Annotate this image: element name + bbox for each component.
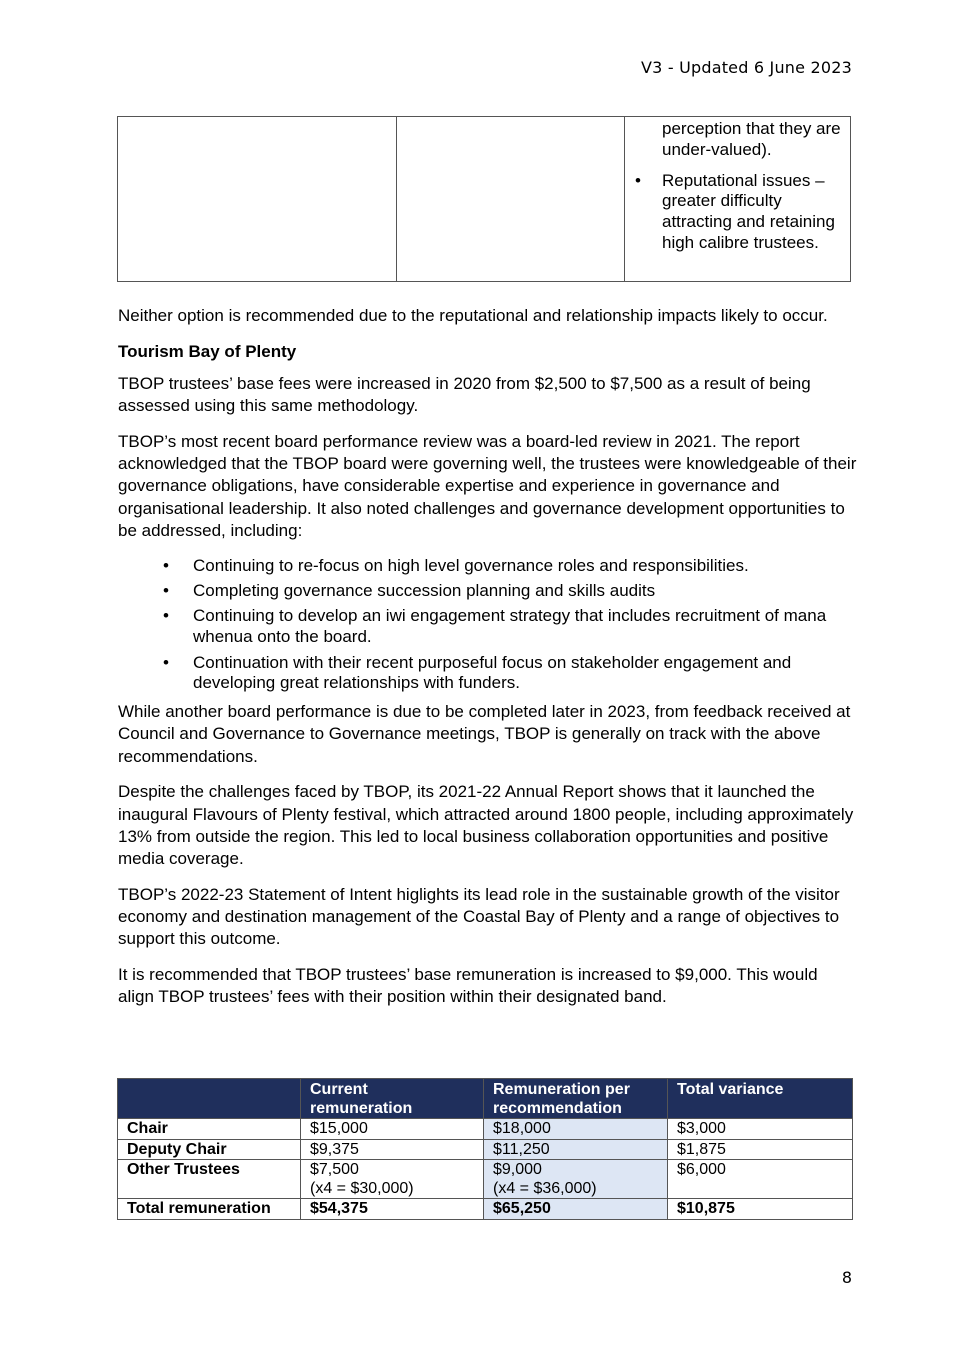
paragraph: Neither option is recommended due to the reputational and relationship impacts likely to occur.	[118, 306, 828, 325]
variance-value: $3,000	[668, 1119, 853, 1140]
list-item-text: Continuing to re-focus on high level governance roles and responsibilities.	[193, 555, 749, 575]
list-item-text: Reputational issues – greater difficulty attracting and retaining high calibre trustees.	[662, 170, 835, 252]
column-header: Current remuneration	[301, 1079, 484, 1119]
continued-bullet-text: perception that they are under-valued).	[662, 119, 841, 159]
current-value	[301, 1160, 484, 1199]
cell-value: $18,000	[493, 1120, 551, 1137]
bullet-icon: •	[163, 555, 169, 575]
list-item	[163, 653, 858, 695]
list-item-text: Completing governance succession planning and skills audits	[193, 581, 656, 600]
current-value	[301, 1139, 484, 1160]
cell-value: $9,375	[310, 1140, 359, 1158]
paragraph: It is recommended that TBOP trustees’ base remuneration is increased to $9,000. This would align TBOP trustees’ fees with their position within their designated band.	[118, 964, 818, 1007]
document-body	[118, 305, 858, 1022]
variance-value: $6,000	[668, 1160, 853, 1199]
section-heading: Tourism Bay of Plenty	[118, 341, 297, 361]
variance-value: $1,875	[668, 1139, 853, 1160]
table-row	[118, 1119, 853, 1140]
row-label: Total remuneration	[118, 1199, 301, 1220]
cell-value: $9,000	[493, 1161, 542, 1178]
document-version-header: V3 - Updated 6 June 2023	[641, 58, 852, 77]
recommended-value	[484, 1119, 668, 1140]
table-cell-empty	[118, 117, 397, 282]
current-value	[301, 1119, 484, 1140]
table-row	[118, 1160, 853, 1199]
bullet-icon: •	[163, 581, 169, 600]
bullet-icon: •	[163, 652, 169, 672]
cell-value: $54,375	[310, 1200, 368, 1217]
paragraph: While another board performance is due to be completed later in 2023, from feedback received at Council and Governance to Governance meetings, TBOP is generally on track with the above recommendations.	[118, 702, 851, 766]
cell-value: $7,500	[310, 1161, 359, 1178]
options-table-continued	[117, 116, 851, 282]
row-label: Chair	[118, 1119, 301, 1140]
variance-value: $10,875	[668, 1199, 853, 1220]
paragraph: TBOP’s most recent board performance review was a board-led review in 2021. The report acknowledged that the TBOP board were governing well, the trustees were knowledgeable of their governance obligations, have considerable expertise and experience in governance and organisational leadership. It also noted challenges and governance development opportunities to be addressed, including:	[118, 432, 857, 540]
recommended-value	[484, 1160, 668, 1199]
column-header	[118, 1079, 301, 1119]
cell-value: $65,250	[493, 1200, 551, 1217]
list-item-text: Continuing to develop an iwi engagement strategy that includes recruitment of mana whenua onto the board.	[193, 606, 827, 647]
column-header: Remuneration per recommendation	[484, 1079, 668, 1119]
cell-value: $11,250	[493, 1140, 550, 1158]
row-label: Other Trustees	[118, 1160, 301, 1199]
cell-note: (x4 = $30,000)	[310, 1179, 414, 1197]
remuneration-table	[117, 1078, 853, 1220]
paragraph: TBOP’s 2022-23 Statement of Intent higlights its lead role in the sustainable growth of the visitor economy and destination management of the Coastal Bay of Plenty and a range of objectives to support this outcome.	[118, 884, 840, 949]
page-number: 8	[841, 1268, 852, 1287]
table-row	[118, 117, 851, 282]
recommended-value	[484, 1199, 668, 1220]
bullet-icon: •	[163, 606, 169, 626]
table-total-row	[118, 1199, 853, 1220]
cell-value: $15,000	[310, 1120, 368, 1137]
table-cell-impacts	[625, 117, 851, 282]
bullet-icon: •	[635, 170, 641, 190]
list-item	[163, 606, 858, 648]
list-item	[631, 171, 842, 254]
list-item	[163, 556, 858, 577]
row-label: Deputy Chair	[118, 1139, 301, 1160]
recommended-value	[484, 1139, 668, 1160]
paragraph: Despite the challenges faced by TBOP, its 2021-22 Annual Report shows that it launched the inaugural Flavours of Plenty festival, which attracted around 1800 people, including approximately 13% from outside the region. This led to local business collaboration opportunities and positive media coverage.	[118, 782, 854, 868]
list-item	[163, 581, 858, 602]
column-header: Total variance	[668, 1079, 853, 1119]
list-item-text: Continuation with their recent purposeful focus on stakeholder engagement and developing great relationships with funders.	[193, 652, 792, 693]
paragraph: TBOP trustees’ base fees were increased in 2020 from $2,500 to $7,500 as a result of being assessed using this same methodology.	[118, 374, 811, 416]
table-cell-empty	[397, 117, 625, 282]
bullet-list	[118, 556, 858, 695]
table-row	[118, 1139, 853, 1160]
cell-note: (x4 = $36,000)	[493, 1179, 597, 1197]
current-value	[301, 1199, 484, 1220]
table-header-row	[118, 1079, 853, 1119]
